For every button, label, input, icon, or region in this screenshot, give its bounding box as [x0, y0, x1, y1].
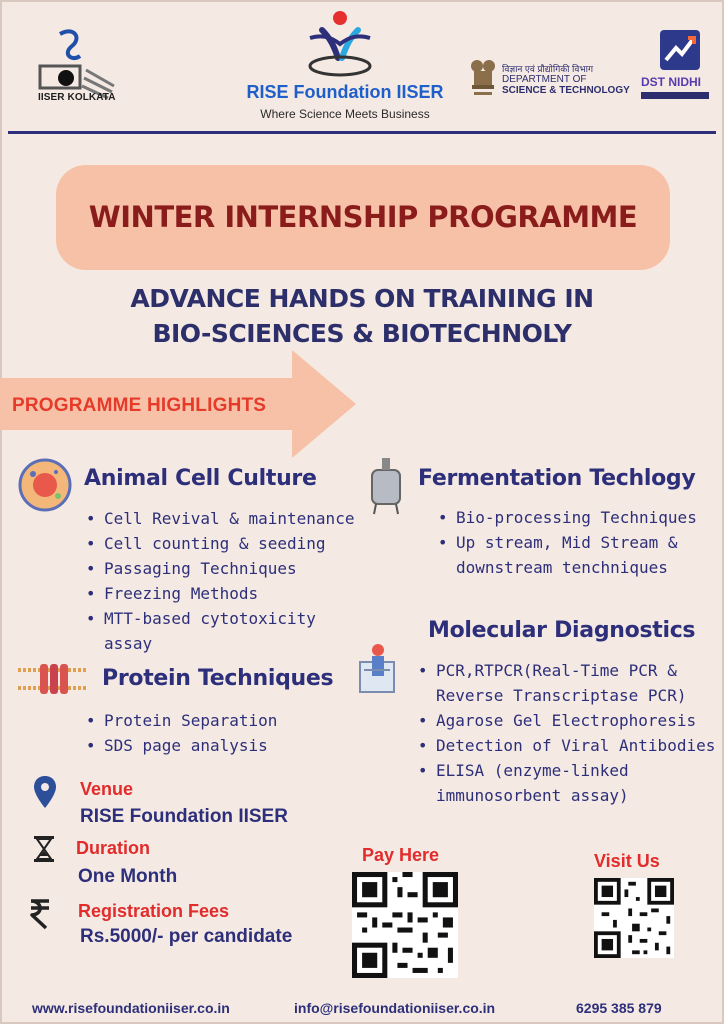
list-item: • SDS page analysis: [84, 733, 277, 758]
protein-heading: Protein Techniques: [102, 666, 334, 691]
footer-phone[interactable]: 6295 385 879: [576, 1000, 662, 1016]
duration-label: Duration: [76, 838, 150, 858]
pay-qr-code[interactable]: [352, 872, 458, 978]
nidhi-title: DST NIDHI: [641, 75, 701, 89]
visit-qr-code[interactable]: [594, 878, 674, 958]
rise-tagline: Where Science Meets Business: [260, 107, 430, 121]
nidhi-subbar: [641, 92, 709, 99]
subtitle-line-1: ADVANCE HANDS ON TRAINING IN: [130, 284, 594, 313]
rise-title: RISE Foundation IISER: [246, 82, 444, 102]
list-item: • Up stream, Mid Stream &: [436, 530, 697, 555]
list-item-continuation: Reverse Transcriptase PCR): [436, 686, 687, 705]
protein-list: [84, 708, 277, 758]
list-item: • Passaging Techniques: [84, 556, 354, 581]
fermentation-list: [436, 505, 697, 555]
duration-value: One Month: [78, 866, 178, 887]
list-item: • Cell Revival & maintenance: [84, 506, 354, 531]
lab-scientist-icon: [356, 640, 398, 696]
list-item-continuation: assay: [104, 634, 153, 653]
list-item: • PCR,RTPCR(Real-Time PCR &: [416, 658, 677, 683]
highlights-label: PROGRAMME HIGHLIGHTS: [12, 395, 267, 416]
location-pin-icon: [34, 776, 56, 808]
list-item: • Agarose Gel Electrophoresis: [416, 708, 715, 733]
fermentation-heading: Fermentation Techlogy: [418, 466, 696, 491]
molecular-list: [416, 658, 677, 683]
rupee-icon: [28, 898, 52, 930]
list-item: • Bio-processing Techniques: [436, 505, 697, 530]
footer-email-link[interactable]: info@risefoundationiiser.co.in: [294, 1000, 496, 1016]
dst-dept-label: DEPARTMENT OF: [502, 74, 587, 85]
list-item: • MTT-based cytotoxicity: [84, 606, 354, 631]
list-item: • Cell counting & seeding: [84, 531, 354, 556]
footer-website-link[interactable]: www.risefoundationiiser.co.in: [32, 1000, 230, 1016]
subtitle-line-2: BIO-SCIENCES & BIOTECHNOLY: [152, 319, 572, 348]
iiser-label: IISER KOLKATA: [38, 92, 116, 103]
animal-cell-list: [84, 506, 354, 631]
hourglass-icon: [34, 836, 54, 862]
visit-us-label: Visit Us: [594, 851, 660, 871]
fees-value: Rs.5000/- per candidate: [80, 926, 293, 947]
header: [0, 0, 724, 134]
header-divider: [8, 131, 716, 134]
pay-here-label: Pay Here: [362, 845, 440, 865]
membrane-protein-icon: [18, 660, 88, 698]
list-item: • Freezing Methods: [84, 581, 354, 606]
rise-logo-icon: [300, 8, 380, 80]
fermenter-icon: [366, 456, 406, 516]
molecular-heading: Molecular Diagnostics: [428, 618, 696, 643]
dst-hindi-label: विज्ञान एवं प्रौद्योगिकी विभाग: [502, 64, 594, 74]
national-emblem-icon: [468, 56, 498, 100]
molecular-list-continued: [416, 708, 715, 783]
animal-cell-heading: Animal Cell Culture: [84, 466, 317, 491]
fees-label: Registration Fees: [78, 901, 230, 921]
list-item: • Detection of Viral Antibodies: [416, 733, 715, 758]
list-item-continuation: immunosorbent assay): [436, 786, 629, 805]
dst-sci-label: SCIENCE & TECHNOLOGY: [502, 85, 630, 96]
venue-value: RISE Foundation IISER: [80, 806, 288, 827]
nidhi-logo-icon: [660, 30, 700, 70]
list-item-continuation: downstream tenchniques: [456, 558, 668, 577]
list-item: • Protein Separation: [84, 708, 277, 733]
venue-label: Venue: [80, 779, 134, 799]
cell-icon: [18, 458, 72, 512]
list-item: • ELISA (enzyme-linked: [416, 758, 715, 783]
programme-title: WINTER INTERNSHIP PROGRAMME: [88, 200, 638, 234]
